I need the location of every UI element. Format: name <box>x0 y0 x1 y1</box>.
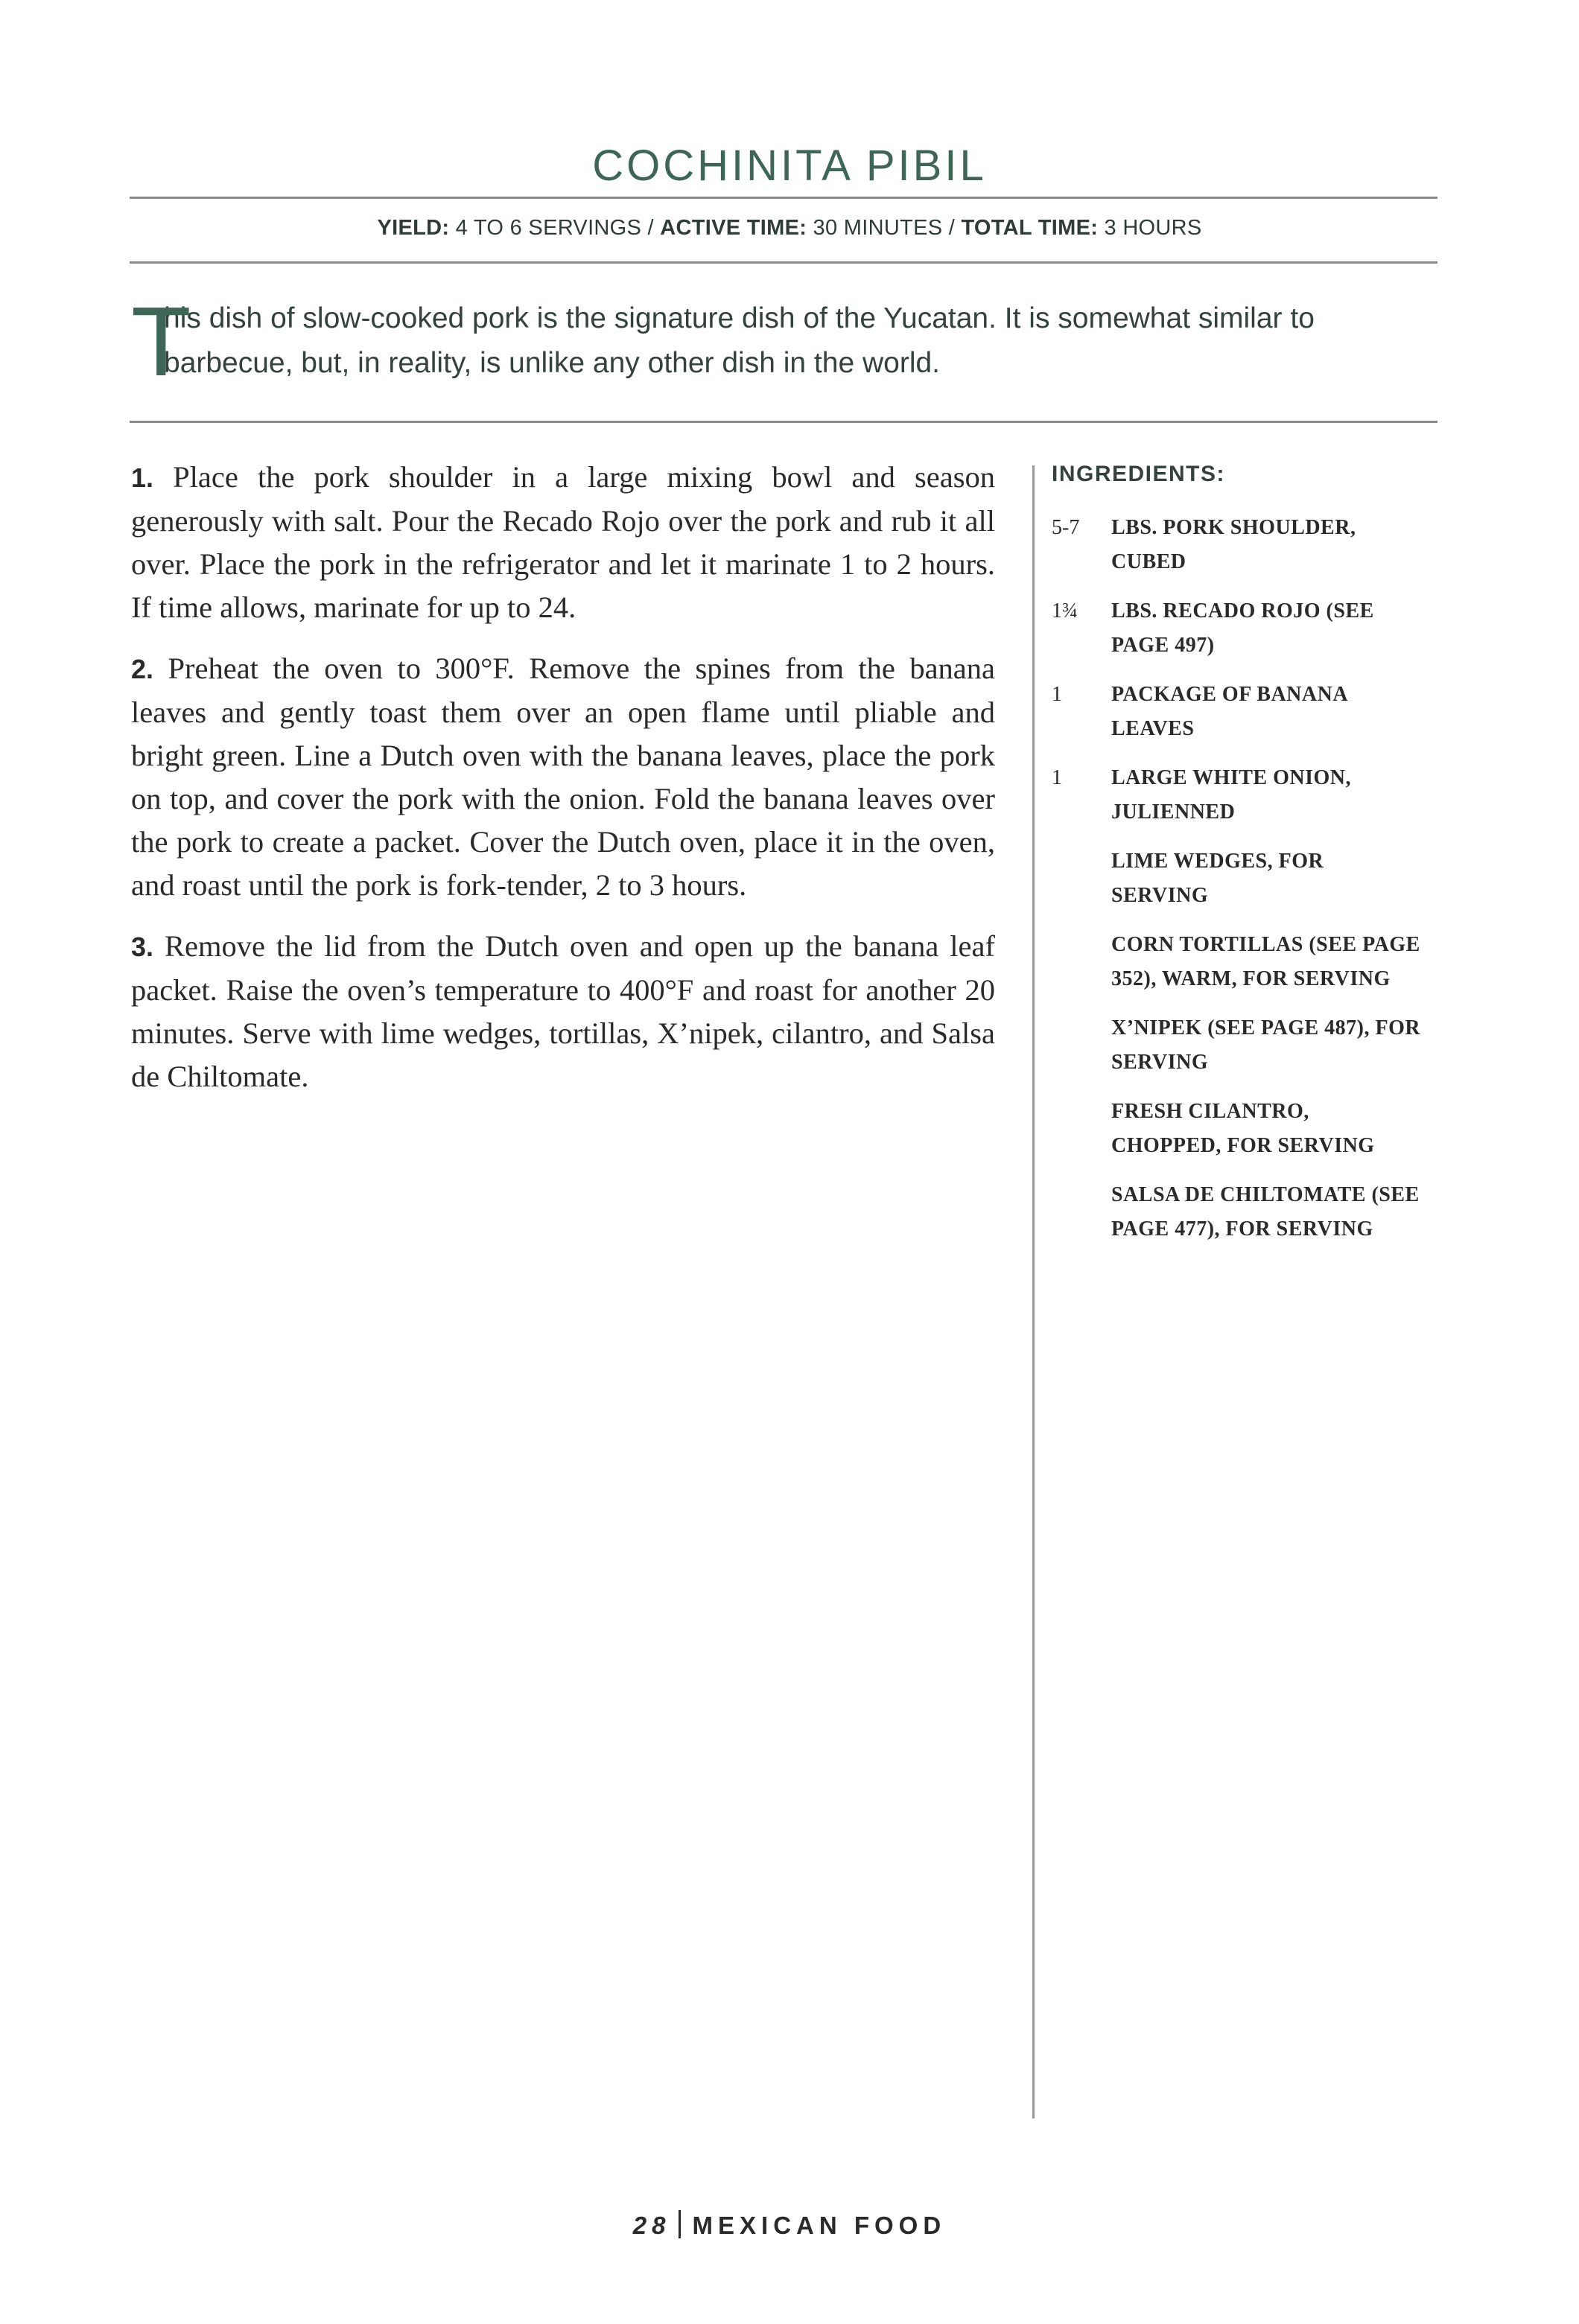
divider-top <box>130 197 1437 199</box>
ingredient-qty: 1 <box>1052 766 1062 789</box>
ingredient-name: LBS. RECADO ROJO (SEE PAGE 497) <box>1111 599 1374 657</box>
step-number: 3. <box>131 932 154 962</box>
page-number: 28 <box>632 2212 671 2239</box>
active-time-label: ACTIVE TIME: <box>660 216 807 240</box>
ingredient-qty: 1 <box>1052 683 1062 706</box>
ingredient-name: LBS. PORK SHOULDER, CUBED <box>1111 516 1356 573</box>
drop-cap: T <box>131 287 191 396</box>
divider-meta <box>130 261 1437 264</box>
ingredient-name: PACKAGE OF BANANA LEAVES <box>1111 683 1347 740</box>
ingredient-item <box>1052 1178 1439 1247</box>
recipe-meta <box>0 216 1579 241</box>
book-title: MEXICAN FOOD <box>692 2212 947 2239</box>
ingredient-name: FRESH CILANTRO, CHOPPED, FOR SERVING <box>1111 1100 1375 1157</box>
step-2 <box>131 647 995 907</box>
ingredient-qty: 5-7 <box>1052 516 1080 539</box>
yield-label: YIELD: <box>377 216 450 240</box>
ingredient-item <box>1052 511 1439 579</box>
total-time-value: 3 HOURS <box>1098 216 1202 240</box>
step-number: 1. <box>131 462 154 493</box>
ingredient-name: LARGE WHITE ONION, JULIENNED <box>1111 766 1351 824</box>
ingredient-item <box>1052 761 1439 830</box>
yield-value: 4 TO 6 SERVINGS / <box>449 216 661 240</box>
ingredient-qty <box>1052 1178 1111 1247</box>
directions <box>131 456 995 1116</box>
ingredient-name: SALSA DE CHILTOMATE (SEE PAGE 477), FOR SERVING <box>1111 1183 1420 1241</box>
ingredient-qty <box>1052 844 1111 913</box>
ingredient-qty: 1¾ <box>1052 599 1078 623</box>
ingredient-name: CORN TORTILLAS (SEE PAGE 352), WARM, FOR SERVING <box>1111 933 1420 990</box>
total-time-label: TOTAL TIME: <box>961 216 1099 240</box>
step-1 <box>131 456 995 629</box>
footer-separator <box>679 2210 681 2238</box>
step-number: 2. <box>131 654 154 684</box>
ingredient-qty <box>1052 1011 1111 1080</box>
ingredient-name: LIME WEDGES, FOR SERVING <box>1111 850 1324 907</box>
ingredient-qty <box>1052 928 1111 996</box>
step-3 <box>131 925 995 1098</box>
step-text: Preheat the oven to 300°F. Remove the spines from the banana leaves and gently toast them over an open flame until pliable and bright green. Line a Dutch oven with the banana leaves, place the pork on top, and cover the pork with the onion. Fold the banana leaves over the pork to create a packet. Cover the Dutch oven, place it in the oven, and roast until the pork is fork-tender, 2 to 3 hours. <box>131 652 995 902</box>
active-time-value: 30 MINUTES / <box>807 216 962 240</box>
recipe-title: COCHINITA PIBIL <box>592 141 987 190</box>
intro-text: his dish of slow-cooked pork is the signature dish of the Yucatan. It is somewhat similar to barbecue, but, in reality, is unlike any other dish in the world. <box>164 302 1315 379</box>
ingredient-item <box>1052 928 1439 996</box>
ingredient-qty <box>1052 1095 1111 1163</box>
ingredient-name: X’NIPEK (SEE PAGE 487), FOR SERVING <box>1111 1016 1421 1074</box>
ingredient-item <box>1052 678 1439 746</box>
ingredient-item <box>1052 1095 1439 1163</box>
divider-intro <box>130 421 1437 423</box>
page-footer <box>0 2210 1579 2240</box>
ingredient-item <box>1052 594 1439 663</box>
ingredient-item <box>1052 844 1439 913</box>
recipe-intro <box>131 287 1442 396</box>
ingredients-heading: INGREDIENTS: <box>1052 462 1226 486</box>
ingredient-item <box>1052 1011 1439 1080</box>
step-text: Place the pork shoulder in a large mixing bowl and season generously with salt. Pour the Recado Rojo over the pork and rub it all over. Place the pork in the refrigerator and let it marinate 1 to 2 hours. If time allows, marinate for up to 24. <box>131 460 995 624</box>
column-divider <box>1032 465 1035 2118</box>
step-text: Remove the lid from the Dutch oven and open up the banana leaf packet. Raise the oven’s temperature to 400°F and roast for another 20 minutes. Serve with lime wedges, tortillas, X’nipek, cilantro, and Salsa de Chiltomate. <box>131 929 995 1093</box>
ingredients-panel <box>1052 462 1439 1261</box>
